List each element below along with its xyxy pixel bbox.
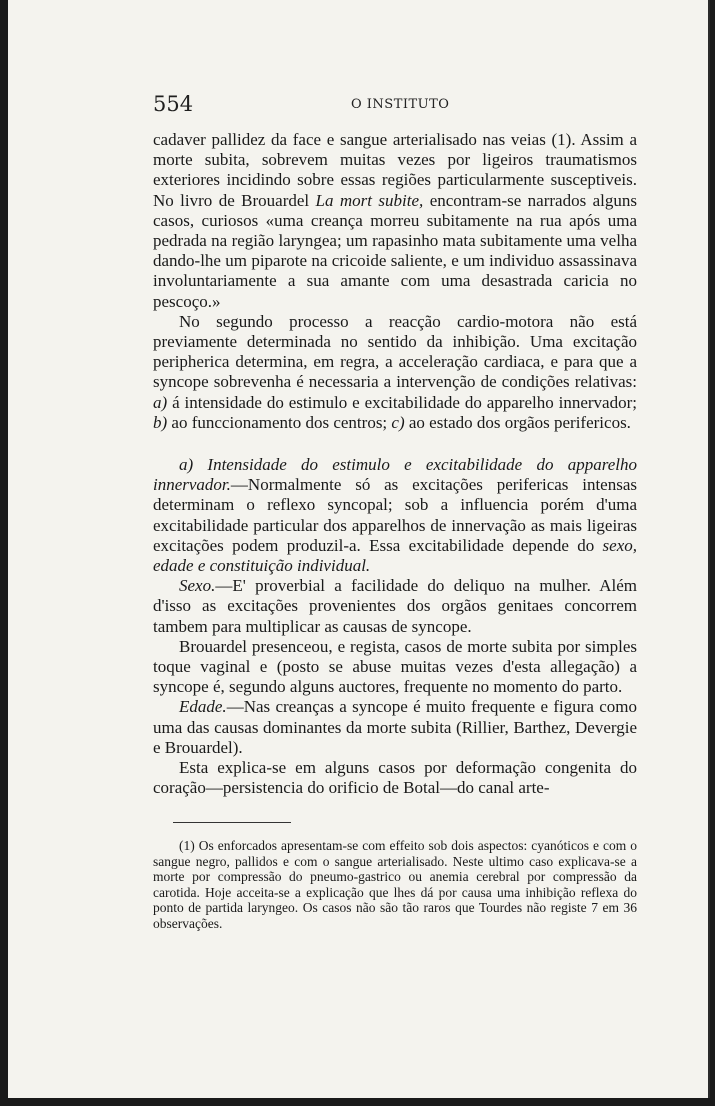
section-heading: a) Intensidade do estimulo e excitabilidade do apparelho innervador. <box>153 455 637 495</box>
paragraph-2-text-3: ao funccionamento dos centros; <box>167 412 392 432</box>
item-b: b) <box>153 412 168 432</box>
paragraph-1-text: cadaver pallidez da face e sangue arterialisado nas veias (1). Assim a morte subita, sobrevem muitas vezes por ligeiros traumatismos exteriores incidindo sobre essas regiões particularmente susceptiveis. No livro de Brouardel <box>153 130 637 210</box>
paragraph-2 <box>153 312 637 433</box>
paragraph-2-text-2: á intensidade do estimulo e excitabilidade do apparelho innervador; <box>167 392 637 412</box>
book-title: La mort subite, <box>315 190 424 210</box>
paragraph-2-text-4: ao estado dos orgãos perifericos. <box>404 412 631 432</box>
page-header <box>153 92 637 116</box>
footnote-text: (1) Os enforcados apresentam-se com effeito sob dois aspectos: cyanóticos e com o sangue negro, pallidos e com o sangue arterialisado. Neste ultimo caso explicava-se a morte por compressão do pneumo-gastrico ou anemia cerebral por compressão da carotida. Hoje acceita-se a explicação que lhes dá por causa uma inhibição reflexa do ponto de partida laryngeo. Os casos não são tão raros que Tourdes não registe 7 em 36 observações. <box>153 838 637 931</box>
paragraph-1 <box>153 130 637 312</box>
paragraph-3-text: —Normalmente só as excitações perifericas intensas determinam o reflexo syncopal; sob a influencia porém d'uma excitabilidade particular dos apparelhos de innervação as mais ligeiras excitações podem produzil-a. Essa excitabilidade depende do <box>153 475 637 555</box>
page-number: 554 <box>153 92 194 116</box>
footnote-divider <box>173 822 291 823</box>
paragraph-5-text: Brouardel presenceou, e regista, casos de morte subita por simples toque vaginal e (posto se abuse muitas vezes d'esta allegação) a syncope é, segundo alguns auctores, frequente no momento do parto. <box>153 636 637 697</box>
paragraph-4 <box>153 576 637 637</box>
body-text <box>153 130 637 799</box>
paragraph-3 <box>153 455 637 576</box>
paragraph-2-text: No segundo processo a reacção cardio-motora não está previamente determinada no sentido da inhibição. Uma excitação peripherica determina, em regra, a acceleração cardiaca, e para que a syncope sobrevenha é necessaria a intervenção de condições relativas: <box>153 311 637 392</box>
book-page <box>8 0 710 1098</box>
running-title: O INSTITUTO <box>351 97 450 112</box>
factors-list: sexo, edade e constituição individual. <box>153 535 637 576</box>
edade-label: Edade. <box>179 697 227 717</box>
paragraph-7 <box>153 758 637 798</box>
paragraph-5 <box>153 637 637 698</box>
footnote <box>153 838 637 932</box>
paragraph-6 <box>153 697 637 758</box>
paragraph-6-text: —Nas creanças a syncope é muito frequente e figura como uma das causas dominantes da morte subita (Rillier, Barthez, Devergie e Brouardel). <box>153 697 637 757</box>
paragraph-4-text: —E' proverbial a facilidade do deliquo na mulher. Além d'isso as excitações provenientes dos orgãos genitaes concorrem tambem para multiplicar as causas de syncope. <box>153 576 637 636</box>
item-c: c) <box>391 412 405 432</box>
sexo-label: Sexo. <box>179 576 216 596</box>
item-a: a) <box>153 392 168 412</box>
paragraph-7-text: Esta explica-se em alguns casos por deformação congenita do coração—persistencia do orificio de Botal—do canal arte- <box>153 758 637 798</box>
paragraph-1-text-cont: encontram-se narrados alguns casos, curiosos «uma creança morreu subitamente na rua após uma pedrada na região laryngea; um rapasinho mata subitamente uma velha dando-lhe um piparote na cricoide saliente, e um individuo assassinava involuntariamente a sua amante com uma desastrada caricia no pescoço.» <box>153 190 637 311</box>
